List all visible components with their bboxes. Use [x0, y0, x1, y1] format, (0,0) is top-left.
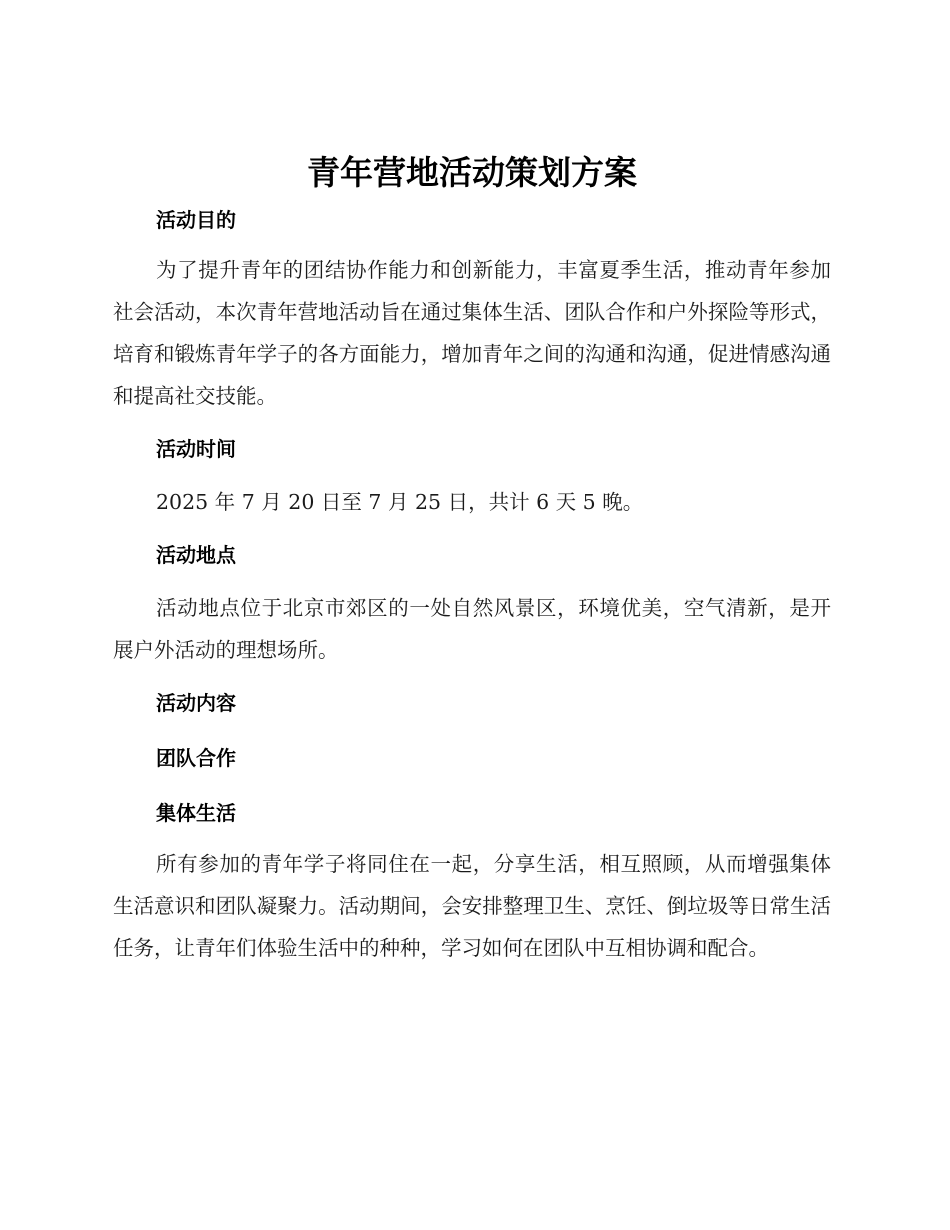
section-paragraph-time: 2025 年 7 月 20 日至 7 月 25 日，共计 6 天 5 晚。	[156, 490, 644, 514]
section-paragraph-collective: 所有参加的青年学子将同住在一起，分享生活，相互照顾，从而增强集体生活意识和团队凝聚力。活动期间，会安排整理卫生、烹饪、倒垃圾等日常生活任务，让青年们体验生活中的种种，学习如何在团队中互相协调和配合。	[113, 852, 831, 960]
section-heading-purpose: 活动目的	[156, 208, 236, 232]
section-paragraph-purpose: 为了提升青年的团结协作能力和创新能力，丰富夏季生活，推动青年参加社会活动，本次青年营地活动旨在通过集体生活、团队合作和户外探险等形式，培育和锻炼青年学子的各方面能力，增加青年之间的沟通和沟通，促进情感沟通和提高社交技能。	[113, 258, 831, 408]
document-title: 青年营地活动策划方案	[307, 153, 637, 192]
section-heading-content: 活动内容	[156, 691, 236, 715]
section-heading-place: 活动地点	[156, 543, 236, 567]
document-body	[113, 150, 831, 969]
section-heading-time: 活动时间	[156, 437, 236, 461]
section-paragraph-place: 活动地点位于北京市郊区的一处自然风景区，环境优美，空气清新，是开展户外活动的理想场所。	[113, 596, 831, 662]
section-heading-collective: 集体生活	[156, 801, 236, 825]
section-heading-team: 团队合作	[156, 746, 236, 770]
